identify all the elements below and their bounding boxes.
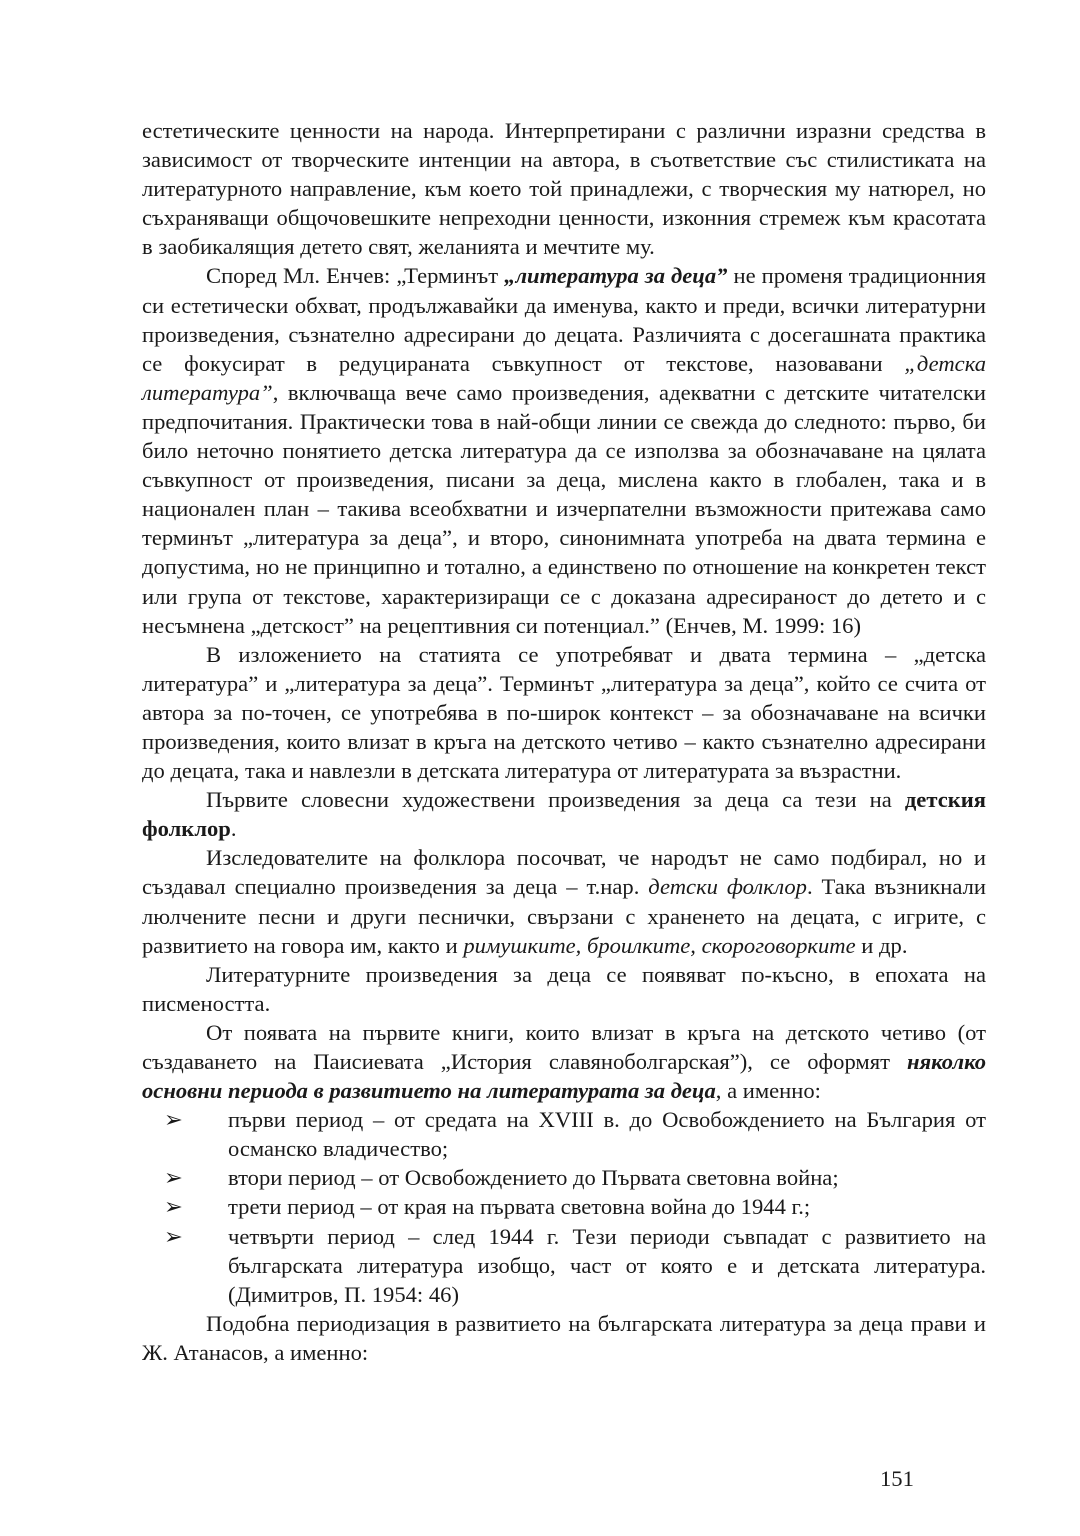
text-run: От появата на първите книги, които влизат в кръга на детското четиво (от създаването на Паисиевата „История славяноболгарская”), се оформят bbox=[142, 1019, 986, 1074]
text-run: . bbox=[230, 816, 237, 842]
arrow-bullet-icon: ➢ bbox=[164, 1194, 183, 1220]
text-run: и др. bbox=[855, 932, 908, 958]
paragraph bbox=[142, 1018, 986, 1105]
text-run: естетическите ценности на народа. Интерпретирани с различни изразни средства в зависимост от творческите интенции на автора, в съответствие със стилистиката на литературното направление, към което той принадлежи, с творческия му натюрел, но съхраняващи общочовешките непреходни ценности, изконния стремеж към красотата в заобикалящия детето свят, желанията и мечтите му. bbox=[142, 118, 986, 260]
arrow-bullet-icon: ➢ bbox=[164, 1165, 183, 1191]
period-item bbox=[142, 1105, 986, 1163]
emphasized-text: няколко основни периода в развитието на литературата за деца bbox=[142, 1049, 986, 1104]
period-text: втори период – от Освобождението до Първата световна война; bbox=[228, 1165, 839, 1191]
period-item bbox=[142, 1222, 986, 1309]
period-text: първи период – от средата на XVIII в. до Освобождението на България от османско владичество; bbox=[228, 1107, 986, 1162]
text-run: В изложението на статията се употребяват и двата термина – „детска литература” и „литература за деца”. Терминът „литература за деца”, който се счита от автора за по-точен, се употребява в по-широк контекст – за обозначаване на всички произведения, които влизат в кръга на детското четиво – както съзнателно адресирани до децата, така и навлезли в детската литература от литературата за възрастни. bbox=[142, 641, 986, 784]
emphasized-text: детския фолклор bbox=[142, 787, 986, 842]
period-text: четвърти период – след 1944 г. Тези периоди съвпадат с развитието на българската литература изобщо, част от която е и детската литература. (Димитров, П. 1954: 46) bbox=[228, 1223, 986, 1307]
page-number: 151 bbox=[880, 1466, 914, 1491]
paragraph bbox=[142, 116, 986, 261]
emphasized-text: „литература за деца” bbox=[504, 263, 728, 289]
text-run: не променя традиционния си естетически обхват, продължавайки да именува, както и преди, всички литературни произведения, съзнателно адресирани до децата. Различията с досегашната практика се фокусират в редуцираната съвкупност от текстове, назовавани bbox=[142, 263, 987, 376]
text-run: Литературните произведения за деца се появяват по-късно, в епохата на писмеността. bbox=[142, 961, 986, 1016]
text-run: Първите словесни художествени произведения за деца са тези на bbox=[206, 787, 905, 813]
paragraph bbox=[142, 640, 986, 785]
text-run: , а именно: bbox=[715, 1078, 821, 1104]
emphasized-text: „детска литература” bbox=[142, 350, 986, 405]
arrow-bullet-icon: ➢ bbox=[164, 1223, 183, 1249]
paragraphs bbox=[142, 116, 986, 1105]
paragraph bbox=[142, 785, 986, 843]
closing-paragraph: Подобна периодизация в развитието на българската литература за деца прави и Ж. Атанасов, а именно: bbox=[142, 1310, 986, 1365]
emphasized-text: детски фолклор bbox=[648, 874, 807, 900]
period-list bbox=[142, 1105, 986, 1309]
period-text: трети период – от края на първата световна война до 1944 г.; bbox=[228, 1194, 811, 1220]
paragraph bbox=[142, 261, 986, 639]
period-item bbox=[142, 1163, 986, 1192]
emphasized-text: римушките, броилките, скороговорките bbox=[463, 932, 856, 958]
text-run: , включваща вече само произведения, адекватни с детските читателски предпочитания. Практически това в най-общи линии се свежда до следното: първо, би било неточно понятието детска литература да се използва за обозначаване на цялата съвкупност от произведения, писани за деца, мислена както в глобален, така и в национален план – такива всеобхватни и изчерпателни възможности притежава само терминът „литература за деца”, и второ, синонимната употреба на двата термина е допустима, но не принципно и тотално, а единствено по отношение на конкретен текст или група от текстове, характеризиращи се с доказана адресираност до детето и с несъмнена „детскост” на рецептивния си потенциал.” (Енчев, М. 1999: 16) bbox=[142, 379, 986, 638]
body-text bbox=[142, 116, 986, 1367]
period-item bbox=[142, 1192, 986, 1221]
paragraph bbox=[142, 960, 986, 1018]
arrow-bullet-icon: ➢ bbox=[164, 1107, 183, 1133]
text-run: Изследователите на фолклора посочват, че народът не само подбирал, но и създавал специално произведения за деца – т.нар. bbox=[142, 845, 986, 900]
text-run: Според Мл. Енчев: „Терминът bbox=[206, 263, 505, 289]
text-run: . Така възникнали люлчените песни и други песнички, свързани с храненето на децата, с игрите, с развитието на говора им, както и bbox=[142, 874, 986, 958]
paragraph bbox=[142, 843, 986, 959]
